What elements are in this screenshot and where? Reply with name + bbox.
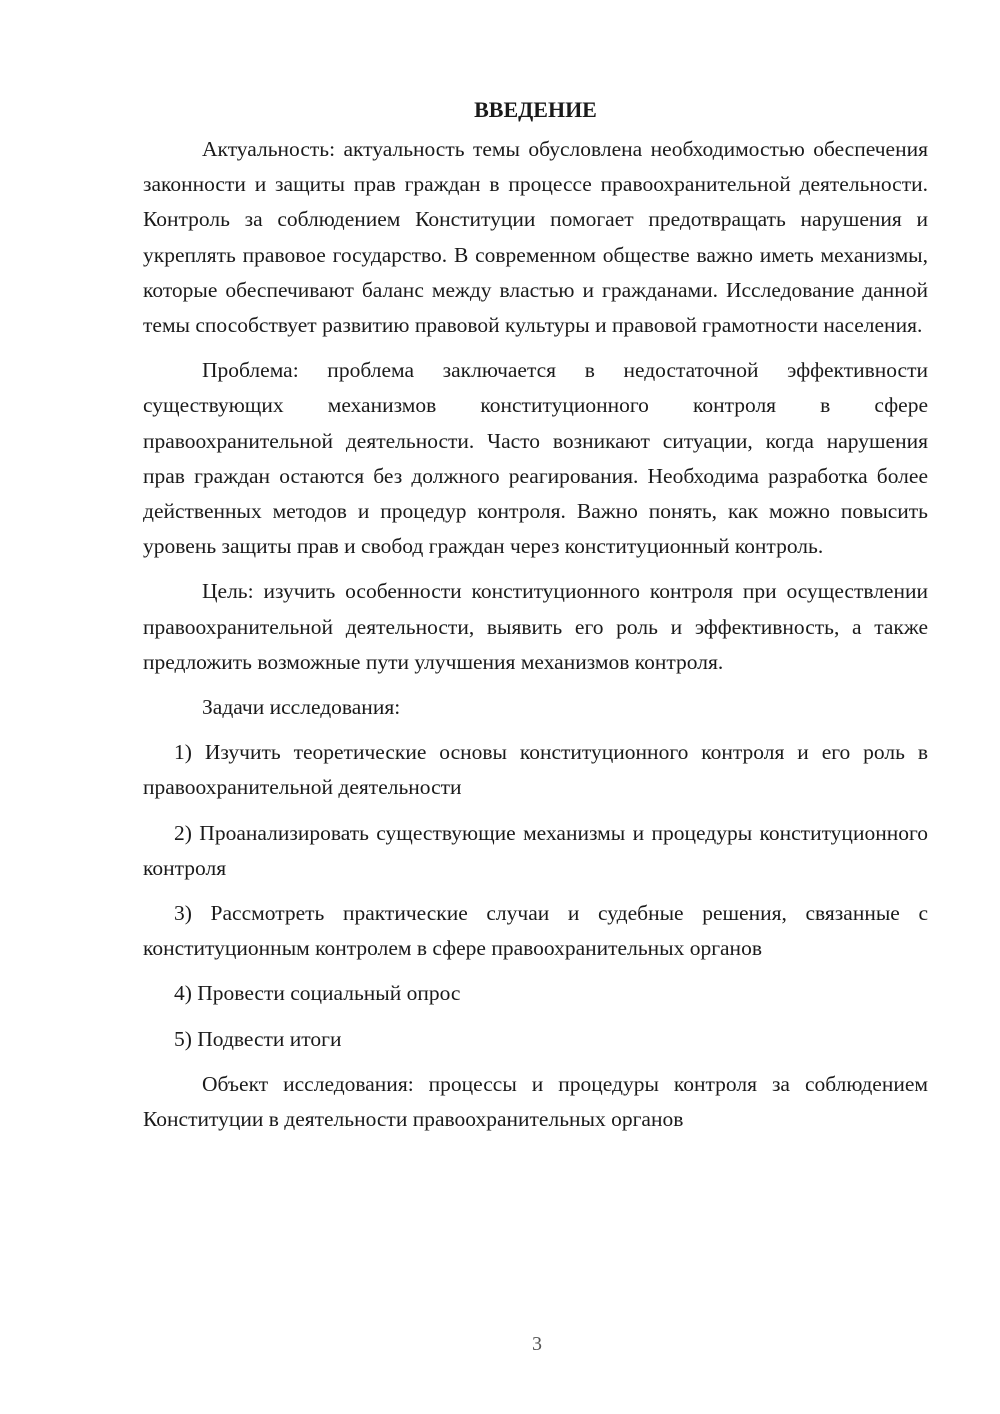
goal-paragraph: Цель: изучить особенности конституционного контроля при осуществлении правоохранительной деятельности, выявить его роль и эффективность, а также предложить возможные пути улучшения механизмов контроля. xyxy=(143,579,928,674)
task-item: 1) Изучить теоретические основы конституционного контроля и его роль в правоохранительной деятельности xyxy=(143,740,928,800)
section-heading: ВВЕДЕНИЕ xyxy=(474,97,597,122)
relevance-paragraph: Актуальность: актуальность темы обусловлена необходимостью обеспечения законности и защиты прав граждан в процессе правоохранительной деятельности. Контроль за соблюдением Конституции помогает предотвращать нарушения и укреплять правовое государство. В современном обществе важно иметь механизмы, которые обеспечивают баланс между властью и гражданами. Исследование данной темы способствует развитию правовой культуры и правовой грамотности населения. xyxy=(143,137,928,338)
problem-paragraph: Проблема: проблема заключается в недостаточной эффективности существующих механизмов конституционного контроля в сфере правоохранительной деятельности. Часто возникают ситуации, когда нарушения прав граждан остаются без должного реагирования. Необходима разработка более действенных методов и процедур контроля. Важно понять, как можно повысить уровень защиты прав и свобод граждан через конституционный контроль. xyxy=(143,358,928,559)
task-item: 4) Провести социальный опрос xyxy=(174,981,461,1006)
document-page xyxy=(143,92,928,1147)
task-item: 5) Подвести итоги xyxy=(174,1026,342,1051)
page-number: 3 xyxy=(532,1333,542,1355)
tasks-heading: Задачи исследования: xyxy=(202,695,401,720)
task-item: 3) Рассмотреть практические случаи и судебные решения, связанные с конституционным контролем в сфере правоохранительных органов xyxy=(143,901,928,961)
task-item: 2) Проанализировать существующие механизмы и процедуры конституционного контроля xyxy=(143,820,928,880)
object-paragraph: Объект исследования: процессы и процедуры контроля за соблюдением Конституции в деятельности правоохранительных органов xyxy=(143,1071,928,1132)
